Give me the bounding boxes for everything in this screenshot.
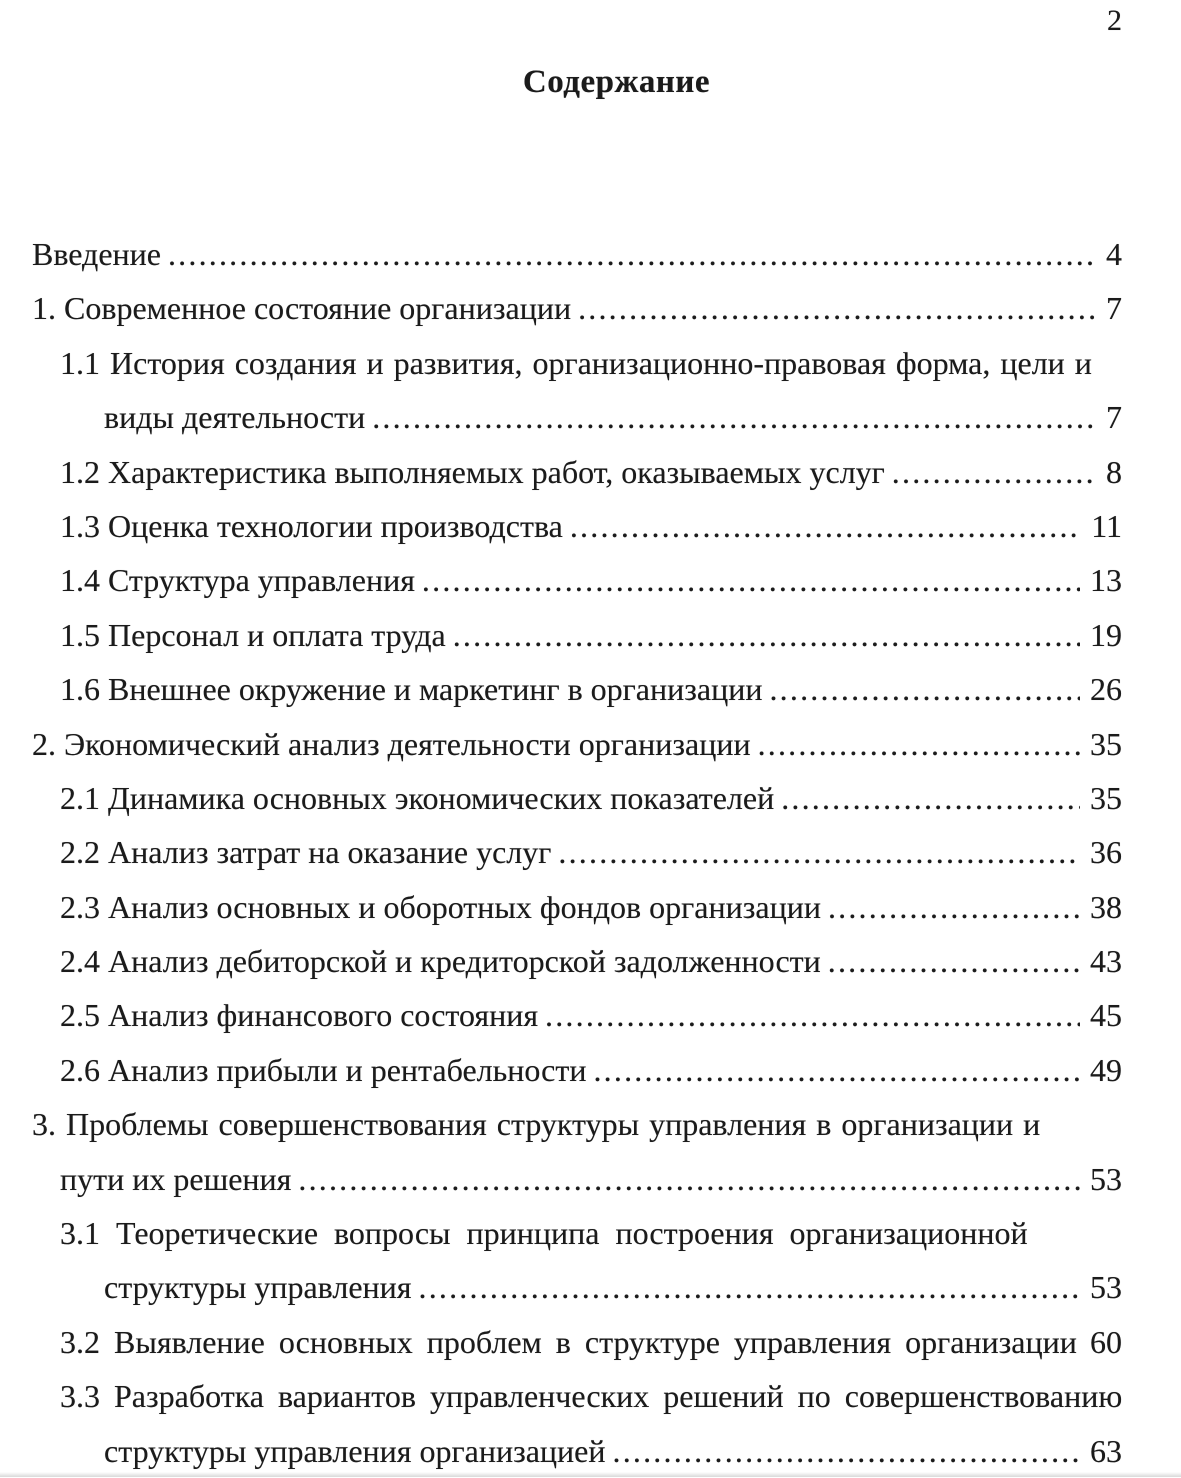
dot-leader bbox=[422, 553, 1122, 607]
toc-line bbox=[32, 880, 1122, 934]
toc-line-text: 3.3 Разработка вариантов управленческих решений по совершенствованию bbox=[60, 1378, 1122, 1415]
toc-line-text: виды деятельности bbox=[104, 399, 366, 436]
toc-line bbox=[32, 227, 1122, 281]
toc-line-text: структуры управления организацией bbox=[104, 1432, 606, 1469]
toc-line-text: пути их решения bbox=[60, 1160, 292, 1197]
toc-line-text: 2. Экономический анализ деятельности организации bbox=[32, 725, 751, 762]
toc-page-number: 43 bbox=[1080, 934, 1122, 988]
toc-line bbox=[32, 1260, 1122, 1314]
dot-leader bbox=[828, 934, 1122, 988]
toc-page-number: 38 bbox=[1080, 880, 1122, 934]
scan-bottom-edge bbox=[0, 1472, 1181, 1477]
dot-leader bbox=[419, 1260, 1123, 1314]
toc-line bbox=[32, 1315, 1122, 1369]
toc-line-text: структуры управления bbox=[104, 1269, 412, 1306]
toc-page-number: 63 bbox=[1080, 1424, 1122, 1478]
dot-leader bbox=[298, 1152, 1122, 1206]
toc-line bbox=[32, 445, 1122, 499]
toc-line bbox=[32, 1369, 1122, 1423]
toc-page-number: 35 bbox=[1080, 717, 1122, 771]
dot-leader bbox=[570, 499, 1122, 553]
toc-line-text: 2.5 Анализ финансового состояния bbox=[60, 997, 539, 1034]
toc-page-number: 60 bbox=[1080, 1315, 1122, 1369]
toc-line bbox=[32, 281, 1122, 335]
dot-leader bbox=[558, 825, 1122, 879]
dot-leader bbox=[372, 390, 1122, 444]
toc-page-number: 4 bbox=[1096, 227, 1122, 281]
toc-line bbox=[32, 1097, 1122, 1151]
dot-leader bbox=[828, 880, 1122, 934]
toc-page-number: 8 bbox=[1096, 445, 1122, 499]
toc-line-text: 1.6 Внешнее окружение и маркетинг в организации bbox=[60, 671, 763, 708]
toc-line bbox=[32, 825, 1122, 879]
table-of-contents bbox=[32, 227, 1122, 1478]
toc-line-text: 2.2 Анализ затрат на оказание услуг bbox=[60, 834, 552, 871]
dot-leader bbox=[168, 227, 1122, 281]
toc-page-number: 19 bbox=[1080, 608, 1122, 662]
toc-line bbox=[32, 608, 1122, 662]
toc-line bbox=[32, 499, 1122, 553]
page-number: 2 bbox=[1107, 4, 1122, 37]
toc-line bbox=[32, 1152, 1122, 1206]
dot-leader bbox=[545, 988, 1122, 1042]
toc-page-number: 49 bbox=[1080, 1043, 1122, 1097]
toc-line bbox=[32, 771, 1122, 825]
toc-line bbox=[32, 336, 1122, 390]
toc-page-number: 35 bbox=[1080, 771, 1122, 825]
toc-page-number: 13 bbox=[1080, 553, 1122, 607]
toc-line-text: Введение bbox=[32, 236, 161, 272]
dot-leader bbox=[453, 608, 1122, 662]
dot-leader bbox=[613, 1424, 1123, 1478]
dot-leader bbox=[892, 445, 1122, 499]
toc-line bbox=[32, 390, 1122, 444]
toc-page-number: 53 bbox=[1080, 1260, 1122, 1314]
toc-page-number: 7 bbox=[1096, 281, 1122, 335]
toc-line-text: 1. Современное состояние организации bbox=[32, 290, 572, 327]
dot-leader bbox=[758, 717, 1122, 771]
dot-leader bbox=[578, 281, 1122, 335]
dot-leader bbox=[769, 662, 1122, 716]
toc-line-text: 1.3 Оценка технологии производства bbox=[60, 507, 563, 544]
toc-page-number: 53 bbox=[1080, 1152, 1122, 1206]
toc-page-number: 26 bbox=[1080, 662, 1122, 716]
toc-line-text: 1.2 Характеристика выполняемых работ, оказываемых услуг bbox=[60, 453, 885, 490]
toc-line bbox=[32, 1206, 1122, 1260]
toc-line-text: 1.4 Структура управления bbox=[60, 562, 415, 599]
toc-line bbox=[32, 717, 1122, 771]
toc-line bbox=[32, 988, 1122, 1042]
toc-line bbox=[32, 934, 1122, 988]
toc-line bbox=[32, 1424, 1122, 1478]
dot-leader bbox=[593, 1043, 1122, 1097]
toc-page-number: 45 bbox=[1080, 988, 1122, 1042]
toc-line-text: 1.5 Персонал и оплата труда bbox=[60, 616, 446, 653]
toc-line-text: 2.3 Анализ основных и оборотных фондов организации bbox=[60, 888, 821, 925]
toc-line-text: 2.4 Анализ дебиторской и кредиторской задолженности bbox=[60, 943, 821, 980]
toc-page-number: 7 bbox=[1096, 390, 1122, 444]
toc-line bbox=[32, 662, 1122, 716]
toc-line bbox=[32, 1043, 1122, 1097]
toc-line-text: 3. Проблемы совершенствования структуры управления в организации и bbox=[32, 1106, 1041, 1143]
toc-line-text: 2.6 Анализ прибыли и рентабельности bbox=[60, 1051, 587, 1088]
toc-page-number: 11 bbox=[1081, 499, 1122, 553]
toc-page-number: 36 bbox=[1080, 825, 1122, 879]
toc-line-text: 1.1 История создания и развития, организационно-правовая форма, цели и bbox=[60, 344, 1092, 381]
document-title: Содержание bbox=[522, 64, 711, 100]
toc-line bbox=[32, 553, 1122, 607]
dot-leader bbox=[781, 771, 1122, 825]
toc-line-text: 2.1 Динамика основных экономических показателей bbox=[60, 779, 775, 816]
toc-line-text: 3.1 Теоретические вопросы принципа построения организационной bbox=[60, 1215, 1028, 1252]
toc-line-text: 3.2 Выявление основных проблем в структуре управления организации bbox=[60, 1323, 1077, 1360]
